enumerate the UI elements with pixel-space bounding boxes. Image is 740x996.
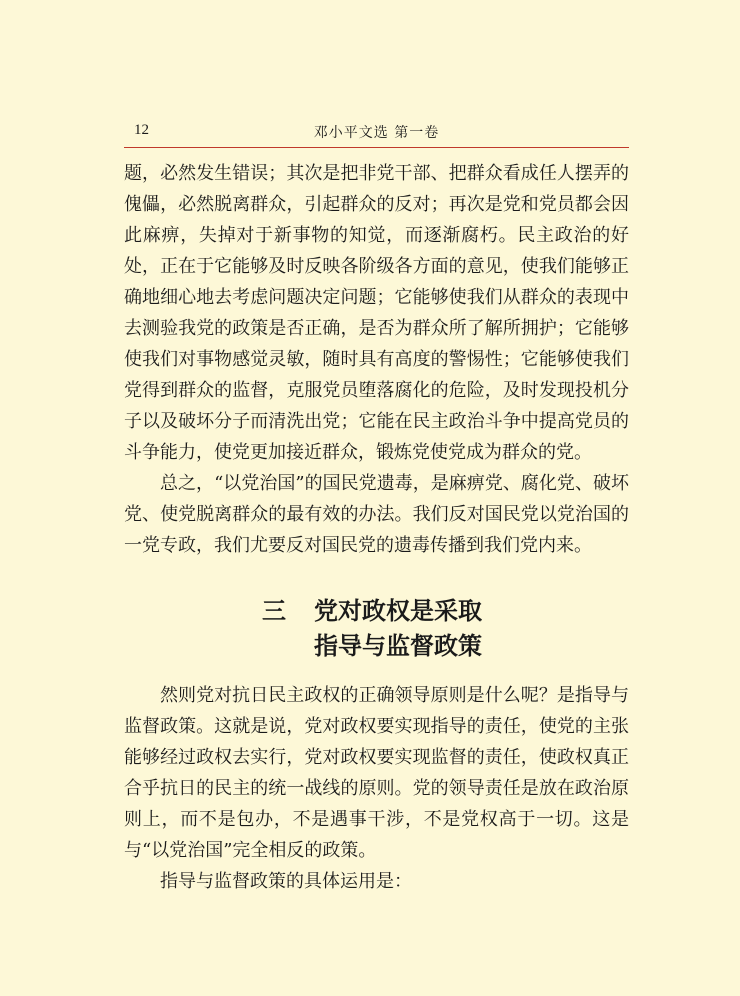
section-heading-line2: 指导与监督政策 bbox=[314, 632, 482, 660]
header-rule bbox=[124, 147, 629, 148]
running-title: 邓小平文选 第一卷 bbox=[313, 125, 440, 141]
paragraph: 总之，“以党治国”的国民党遗毒，是麻痹党、腐化党、破坏党、使党脱离群众的最有效的办法。我们反对国民党以党治国的一党专政，我们尤要反对国民党的遗毒传播到我们党内来。 bbox=[124, 473, 629, 556]
body-text-bottom bbox=[124, 680, 629, 897]
section-heading bbox=[262, 594, 482, 664]
body-text-top bbox=[124, 158, 629, 561]
page-header bbox=[124, 122, 629, 146]
paragraph: 题，必然发生错误；其次是把非党干部、把群众看成任人摆弄的傀儡，必然脱离群众，引起群众的反对；再次是党和党员都会因此麻痹，失掉对于新事物的知觉，而逐渐腐朽。民主政治的好处，正在于它能够及时反映各阶级各方面的意见，使我们能够正确地细心地去考虑问题决定问题；它能够使我们从群众的表现中去测验我党的政策是否正确，是否为群众所了解所拥护；它能够使我们对事物感觉灵敏，随时具有高度的警惕性；它能够使我们党得到群众的监督，克服党员堕落腐化的危险，及时发现投机分子以及破坏分子而清洗出党；它能在民主政治斗争中提高党员的斗争能力，使党更加接近群众，锻炼党使党成为群众的党。 bbox=[124, 163, 629, 463]
page-number: 12 bbox=[134, 122, 149, 138]
paragraph: 然则党对抗日民主政权的正确领导原则是什么呢？是指导与监督政策。这就是说，党对政权要实现指导的责任，使党的主张能够经过政权去实行，党对政权要实现监督的责任，使政权真正合乎抗日的民主的统一战线的原则。党的领导责任是放在政治原则上，而不是包办，不是遇事干涉，不是党权高于一切。这是与“以党治国”完全相反的政策。 bbox=[124, 685, 629, 861]
paragraph: 指导与监督政策的具体运用是： bbox=[160, 871, 412, 892]
section-number: 三 bbox=[262, 597, 286, 625]
section-heading-line1: 党对政权是采取 bbox=[314, 597, 482, 625]
